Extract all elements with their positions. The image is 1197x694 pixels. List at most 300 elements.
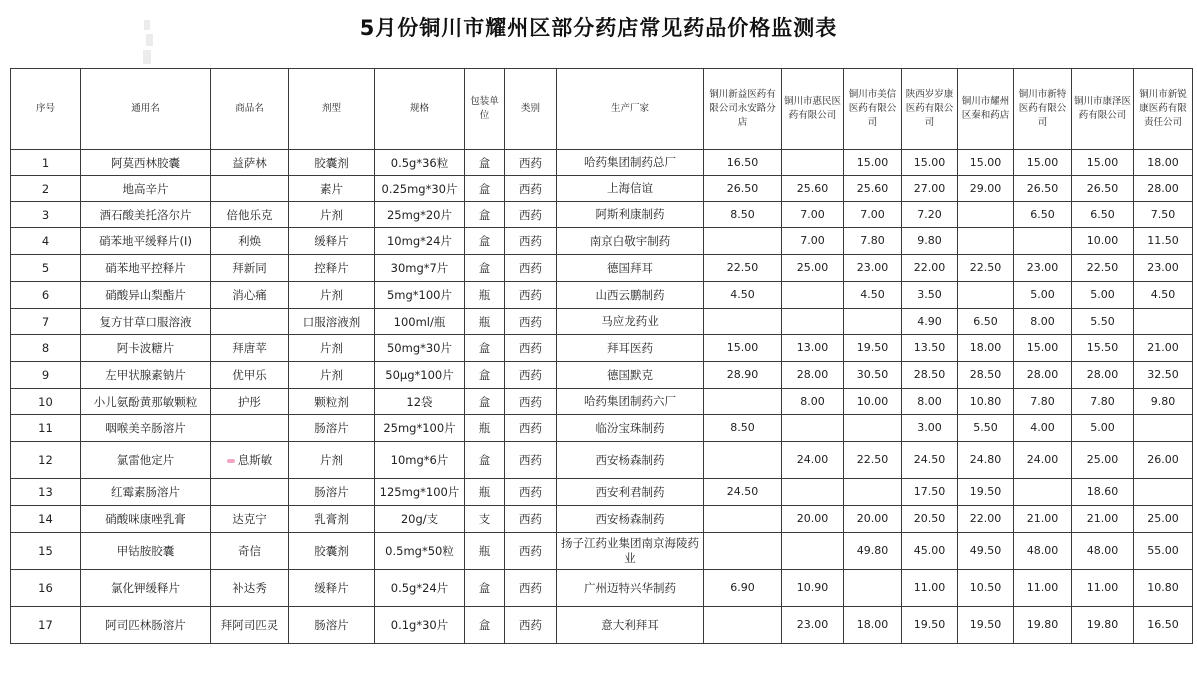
column-header: 铜川市康泽医药有限公司: [1072, 69, 1134, 150]
column-header: 类别: [505, 69, 557, 150]
table-cell: 拜唐苹: [211, 335, 289, 362]
table-cell: [844, 415, 902, 442]
table-cell: 13.00: [782, 335, 844, 362]
table-cell: 瓶: [465, 282, 505, 309]
table-cell: 11.00: [1014, 570, 1072, 607]
table-cell: 18.00: [844, 607, 902, 644]
table-cell: 28.00: [1014, 362, 1072, 389]
table-cell: 16: [11, 570, 81, 607]
table-cell: 15.00: [958, 150, 1014, 176]
table-cell: 20g/支: [375, 506, 465, 533]
table-cell: 24.00: [782, 442, 844, 479]
table-cell: 西药: [505, 389, 557, 415]
table-row: [11, 309, 1193, 335]
table-cell: 阿莫西林胶囊: [81, 150, 211, 176]
table-cell: [782, 533, 844, 570]
table-cell: 9: [11, 362, 81, 389]
table-cell: 阿斯利康制药: [557, 202, 704, 228]
table-cell: 西药: [505, 533, 557, 570]
table-cell: 27.00: [902, 176, 958, 202]
table-cell: 西药: [505, 442, 557, 479]
table-cell: 15.00: [704, 335, 782, 362]
table-cell: 17.50: [902, 479, 958, 506]
table-cell: [782, 150, 844, 176]
table-cell: [782, 282, 844, 309]
table-cell: 10.80: [958, 389, 1014, 415]
table-cell: 0.1g*30片: [375, 607, 465, 644]
table-cell: 复方甘草口服溶液: [81, 309, 211, 335]
table-cell: 6: [11, 282, 81, 309]
table-cell: [844, 309, 902, 335]
scan-smudge-icon: [140, 18, 158, 70]
table-cell: 控释片: [289, 255, 375, 282]
table-cell: 4.50: [844, 282, 902, 309]
table-cell: 胶囊剂: [289, 150, 375, 176]
table-cell: 18.00: [958, 335, 1014, 362]
table-cell: [1134, 309, 1193, 335]
table-cell: 西药: [505, 506, 557, 533]
table-cell: 26.00: [1134, 442, 1193, 479]
table-cell: [211, 176, 289, 202]
table-cell: 小儿氨酚黄那敏颗粒: [81, 389, 211, 415]
table-cell: 22.50: [704, 255, 782, 282]
table-cell: 缓释片: [289, 228, 375, 255]
table-cell: 25.60: [844, 176, 902, 202]
column-header: 铜川市新特医药有限公司: [1014, 69, 1072, 150]
table-cell: 盒: [465, 228, 505, 255]
table-cell: 马应龙药业: [557, 309, 704, 335]
table-cell: [704, 389, 782, 415]
table-cell: 28.00: [1072, 362, 1134, 389]
table-cell: 德国拜耳: [557, 255, 704, 282]
table-cell: 8.50: [704, 202, 782, 228]
table-cell: 21.00: [1014, 506, 1072, 533]
table-cell: [704, 607, 782, 644]
table-cell: 片剂: [289, 362, 375, 389]
table-cell: 28.00: [1134, 176, 1193, 202]
table-cell: 倍他乐克: [211, 202, 289, 228]
table-cell: 23.00: [844, 255, 902, 282]
table-cell: 胶囊剂: [289, 533, 375, 570]
column-header: 铜川市新锐康医药有限责任公司: [1134, 69, 1193, 150]
table-cell: 4.00: [1014, 415, 1072, 442]
table-cell: 50μg*100片: [375, 362, 465, 389]
column-header: 铜川市耀州区秦和药店: [958, 69, 1014, 150]
table-cell: 20.00: [844, 506, 902, 533]
table-cell: 拜阿司匹灵: [211, 607, 289, 644]
table-cell: 8.00: [902, 389, 958, 415]
table-cell: 硝苯地平缓释片(Ⅰ): [81, 228, 211, 255]
table-cell: 红霉素肠溶片: [81, 479, 211, 506]
table-cell: 阿卡波糖片: [81, 335, 211, 362]
table-cell: 3.00: [902, 415, 958, 442]
table-cell: 6.50: [1072, 202, 1134, 228]
table-cell: 100ml/瓶: [375, 309, 465, 335]
table-cell: 片剂: [289, 442, 375, 479]
table-cell: 21.00: [1072, 506, 1134, 533]
table-cell: 左甲状腺素钠片: [81, 362, 211, 389]
table-cell: 15.00: [902, 150, 958, 176]
table-cell: 益萨林: [211, 150, 289, 176]
table-cell: 盒: [465, 570, 505, 607]
table-cell: 23.00: [1134, 255, 1193, 282]
column-header: 商品名: [211, 69, 289, 150]
page-title: 5月份铜川市耀州区部分药店常见药品价格监测表: [359, 16, 838, 40]
table-cell: 5.50: [1072, 309, 1134, 335]
table-cell: 5: [11, 255, 81, 282]
table-row: [11, 607, 1193, 644]
table-cell: 48.00: [1072, 533, 1134, 570]
table-cell: 5.50: [958, 415, 1014, 442]
table-cell: 西药: [505, 335, 557, 362]
header-row: [11, 69, 1193, 150]
table-row: [11, 442, 1193, 479]
table-cell: 26.50: [1072, 176, 1134, 202]
column-header: 铜川市美信医药有限公司: [844, 69, 902, 150]
table-cell: 26.50: [1014, 176, 1072, 202]
table-cell: 护彤: [211, 389, 289, 415]
table-cell: 13: [11, 479, 81, 506]
table-cell: 10.00: [1072, 228, 1134, 255]
table-row: [11, 389, 1193, 415]
table-cell: 阿司匹林肠溶片: [81, 607, 211, 644]
table-cell: 3.50: [902, 282, 958, 309]
table-cell: 125mg*100片: [375, 479, 465, 506]
table-row: [11, 228, 1193, 255]
table-cell: 28.50: [958, 362, 1014, 389]
table-cell: [782, 309, 844, 335]
table-cell: 4: [11, 228, 81, 255]
table-cell: 西药: [505, 176, 557, 202]
table-row: [11, 255, 1193, 282]
table-cell: [1014, 479, 1072, 506]
table-cell: 23.00: [782, 607, 844, 644]
table-cell: 西药: [505, 228, 557, 255]
table-cell: 4.50: [704, 282, 782, 309]
table-cell: 广州迈特兴华制药: [557, 570, 704, 607]
table-cell: 颗粒剂: [289, 389, 375, 415]
table-cell: 22.00: [958, 506, 1014, 533]
table-cell: 50mg*30片: [375, 335, 465, 362]
column-header: 生产厂家: [557, 69, 704, 150]
table-cell: 0.5g*36粒: [375, 150, 465, 176]
table-cell: 6.90: [704, 570, 782, 607]
table-cell: [782, 415, 844, 442]
table-cell: 5.00: [1072, 415, 1134, 442]
table-cell: 2: [11, 176, 81, 202]
pink-mark-icon: [227, 459, 235, 463]
table-cell: 意大利拜耳: [557, 607, 704, 644]
table-cell: 西安杨森制药: [557, 506, 704, 533]
table-cell: 肠溶片: [289, 415, 375, 442]
table-cell: 临汾宝珠制药: [557, 415, 704, 442]
table-cell: 西药: [505, 570, 557, 607]
table-cell: 25.00: [782, 255, 844, 282]
table-cell: 西药: [505, 255, 557, 282]
table-cell: [211, 415, 289, 442]
table-cell: 盒: [465, 176, 505, 202]
table-cell: 盒: [465, 150, 505, 176]
table-cell: 9.80: [902, 228, 958, 255]
table-row: [11, 335, 1193, 362]
table-row: [11, 570, 1193, 607]
table-cell: 28.00: [782, 362, 844, 389]
table-cell: 口服溶液剂: [289, 309, 375, 335]
column-header: 规格: [375, 69, 465, 150]
table-row: [11, 176, 1193, 202]
table-cell: 上海信谊: [557, 176, 704, 202]
column-header: 通用名: [81, 69, 211, 150]
table-cell: 20.50: [902, 506, 958, 533]
table-cell: 16.50: [704, 150, 782, 176]
column-header: 铜川新益医药有限公司永安路分店: [704, 69, 782, 150]
table-cell: 29.00: [958, 176, 1014, 202]
table-cell: 21.00: [1134, 335, 1193, 362]
table-cell: 7.20: [902, 202, 958, 228]
table-cell: [211, 309, 289, 335]
table-cell: 22.50: [958, 255, 1014, 282]
table-row: [11, 202, 1193, 228]
table-cell: 25mg*20片: [375, 202, 465, 228]
table-cell: 18.60: [1072, 479, 1134, 506]
column-header: 剂型: [289, 69, 375, 150]
table-cell: 11.50: [1134, 228, 1193, 255]
table-cell: [958, 282, 1014, 309]
table-cell: 25.60: [782, 176, 844, 202]
table-cell: 1: [11, 150, 81, 176]
table-cell: 6.50: [1014, 202, 1072, 228]
table-cell: 15.50: [1072, 335, 1134, 362]
table-cell: 28.50: [902, 362, 958, 389]
table-cell: 45.00: [902, 533, 958, 570]
table-cell: 0.25mg*30片: [375, 176, 465, 202]
table-cell: 19.80: [1072, 607, 1134, 644]
table-cell: [958, 202, 1014, 228]
table-cell: 30mg*7片: [375, 255, 465, 282]
table-cell: 10mg*6片: [375, 442, 465, 479]
table-cell: 盒: [465, 335, 505, 362]
table-cell: 瓶: [465, 415, 505, 442]
table-cell: 拜新同: [211, 255, 289, 282]
table-cell: 片剂: [289, 202, 375, 228]
table-cell: 扬子江药业集团南京海陵药业: [557, 533, 704, 570]
table-cell: 瓶: [465, 309, 505, 335]
table-body: [11, 150, 1193, 644]
table-cell: 西药: [505, 362, 557, 389]
table-cell: 甲钴胺胶囊: [81, 533, 211, 570]
table-cell: 素片: [289, 176, 375, 202]
column-header: 陕西岁岁康医药有限公司: [902, 69, 958, 150]
table-cell: 23.00: [1014, 255, 1072, 282]
table-cell: 盒: [465, 607, 505, 644]
table-cell: 西药: [505, 415, 557, 442]
table-cell: 西安利君制药: [557, 479, 704, 506]
table-cell: [704, 309, 782, 335]
table-cell: 48.00: [1014, 533, 1072, 570]
table-cell: 3: [11, 202, 81, 228]
table-cell: 10mg*24片: [375, 228, 465, 255]
table-cell: 盒: [465, 362, 505, 389]
table-cell: 7.00: [782, 228, 844, 255]
table-cell: 乳膏剂: [289, 506, 375, 533]
table-cell: [844, 479, 902, 506]
table-cell: 25.00: [1072, 442, 1134, 479]
table-cell: 4.50: [1134, 282, 1193, 309]
table-cell: 28.90: [704, 362, 782, 389]
table-cell: [704, 228, 782, 255]
table-cell: 22.00: [902, 255, 958, 282]
table-cell: 24.50: [704, 479, 782, 506]
table-cell: 南京白敬宇制药: [557, 228, 704, 255]
table-cell: 德国默克: [557, 362, 704, 389]
table-cell: 6.50: [958, 309, 1014, 335]
table-cell: 补达秀: [211, 570, 289, 607]
table-cell: [211, 479, 289, 506]
table-cell: 瓶: [465, 479, 505, 506]
table-cell: 9.80: [1134, 389, 1193, 415]
table-row: [11, 479, 1193, 506]
table-cell: 7: [11, 309, 81, 335]
table-cell: [704, 533, 782, 570]
table-cell: 26.50: [704, 176, 782, 202]
table-row: [11, 506, 1193, 533]
table-cell: 西安杨森制药: [557, 442, 704, 479]
table-cell: 7.80: [1014, 389, 1072, 415]
table-cell: 缓释片: [289, 570, 375, 607]
table-cell: 利焕: [211, 228, 289, 255]
table-cell: 15.00: [1014, 335, 1072, 362]
table-cell: 0.5g*24片: [375, 570, 465, 607]
table-cell: 盒: [465, 389, 505, 415]
column-header: 序号: [11, 69, 81, 150]
table-cell: 达克宁: [211, 506, 289, 533]
table-cell: 7.00: [844, 202, 902, 228]
table-cell: 片剂: [289, 282, 375, 309]
table-cell: 优甲乐: [211, 362, 289, 389]
table-row: [11, 362, 1193, 389]
table-cell: 盒: [465, 202, 505, 228]
table-cell: 酒石酸美托洛尔片: [81, 202, 211, 228]
table-cell: 22.50: [1072, 255, 1134, 282]
table-cell: 盒: [465, 255, 505, 282]
table-cell: 19.50: [844, 335, 902, 362]
table-cell: 5mg*100片: [375, 282, 465, 309]
table-cell: 地高辛片: [81, 176, 211, 202]
cell-text: 息斯敏: [237, 453, 273, 467]
table-cell: 咽喉美辛肠溶片: [81, 415, 211, 442]
table-cell: 14: [11, 506, 81, 533]
table-cell: 30.50: [844, 362, 902, 389]
column-header: 铜川市惠民医药有限公司: [782, 69, 844, 150]
table-cell: 32.50: [1134, 362, 1193, 389]
table-cell: 15.00: [1072, 150, 1134, 176]
table-cell: 19.50: [902, 607, 958, 644]
table-cell: 7.00: [782, 202, 844, 228]
table-cell: [844, 570, 902, 607]
table-cell: 12袋: [375, 389, 465, 415]
table-cell: 20.00: [782, 506, 844, 533]
table-cell: 11.00: [1072, 570, 1134, 607]
table-cell: [1134, 415, 1193, 442]
table-cell: 49.80: [844, 533, 902, 570]
table-cell: 西药: [505, 202, 557, 228]
table-cell: [211, 442, 289, 479]
table-cell: 西药: [505, 150, 557, 176]
table-cell: 西药: [505, 479, 557, 506]
table-cell: 氯雷他定片: [81, 442, 211, 479]
table-cell: 西药: [505, 282, 557, 309]
table-cell: 8: [11, 335, 81, 362]
table-cell: 10.00: [844, 389, 902, 415]
table-cell: 硝酸咪康唑乳膏: [81, 506, 211, 533]
table-cell: 西药: [505, 309, 557, 335]
table-cell: 25mg*100片: [375, 415, 465, 442]
table-cell: 消心痛: [211, 282, 289, 309]
price-table: [10, 68, 1193, 644]
table-cell: 19.50: [958, 607, 1014, 644]
table-cell: 10.50: [958, 570, 1014, 607]
table-row: [11, 282, 1193, 309]
table-cell: 25.00: [1134, 506, 1193, 533]
table-cell: 支: [465, 506, 505, 533]
table-cell: 5.00: [1072, 282, 1134, 309]
table-cell: 24.80: [958, 442, 1014, 479]
table-cell: 哈药集团制药总厂: [557, 150, 704, 176]
table-cell: 肠溶片: [289, 479, 375, 506]
table-cell: 山西云鹏制药: [557, 282, 704, 309]
table-cell: 8.50: [704, 415, 782, 442]
table-cell: 7.80: [1072, 389, 1134, 415]
table-cell: 5.00: [1014, 282, 1072, 309]
table-cell: 氯化钾缓释片: [81, 570, 211, 607]
table-cell: 瓶: [465, 533, 505, 570]
table-row: [11, 150, 1193, 176]
table-cell: 肠溶片: [289, 607, 375, 644]
table-cell: 硝苯地平控释片: [81, 255, 211, 282]
table-cell: [958, 228, 1014, 255]
table-cell: 18.00: [1134, 150, 1193, 176]
table-cell: 西药: [505, 607, 557, 644]
table-cell: 8.00: [1014, 309, 1072, 335]
column-header: 包装单位: [465, 69, 505, 150]
table-cell: 24.00: [1014, 442, 1072, 479]
table-cell: 拜耳医药: [557, 335, 704, 362]
table-cell: 11.00: [902, 570, 958, 607]
table-cell: 盒: [465, 442, 505, 479]
table-cell: 15.00: [1014, 150, 1072, 176]
table-cell: 7.80: [844, 228, 902, 255]
table-cell: 17: [11, 607, 81, 644]
table-cell: [704, 506, 782, 533]
table-cell: 8.00: [782, 389, 844, 415]
table-cell: [704, 442, 782, 479]
table-cell: 奇信: [211, 533, 289, 570]
table-cell: [1014, 228, 1072, 255]
table-cell: 49.50: [958, 533, 1014, 570]
table-cell: 10.90: [782, 570, 844, 607]
table-cell: 片剂: [289, 335, 375, 362]
table-cell: 0.5mg*50粒: [375, 533, 465, 570]
table-cell: 12: [11, 442, 81, 479]
table-cell: 15.00: [844, 150, 902, 176]
table-cell: 哈药集团制药六厂: [557, 389, 704, 415]
table-cell: 11: [11, 415, 81, 442]
table-cell: 硝酸异山梨酯片: [81, 282, 211, 309]
table-row: [11, 533, 1193, 570]
table-row: [11, 415, 1193, 442]
table-cell: 24.50: [902, 442, 958, 479]
table-cell: 19.50: [958, 479, 1014, 506]
